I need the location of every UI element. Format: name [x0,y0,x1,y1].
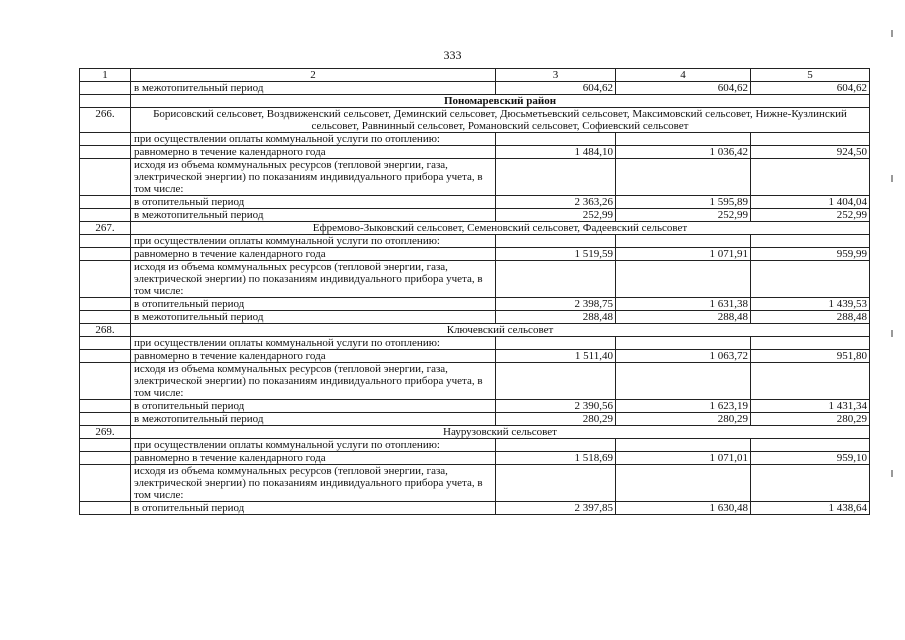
table-row [80,196,870,209]
row-number-cell [80,133,131,146]
value-cell: 252,99 [496,209,616,222]
row-label: при осуществлении оплаты коммунальной услуги по отоплению: [131,439,496,452]
value-cell: 959,99 [751,248,870,261]
value-cell: 2 390,56 [496,400,616,413]
value-cell: 604,62 [616,82,751,95]
row-number-cell [80,248,131,261]
table-row [80,298,870,311]
column-number: 2 [131,69,496,82]
row-label: равномерно в течение календарного года [131,146,496,159]
block-title-row [80,222,870,235]
value-cell: 959,10 [751,452,870,465]
value-cell: 280,29 [496,413,616,426]
row-number: 269. [80,426,131,439]
row-label: в межотопительный период [131,311,496,324]
row-label: в отопительный период [131,298,496,311]
settlements-title: Наурузовский сельсовет [131,426,870,439]
row-label: в межотопительный период [131,413,496,426]
row-number-cell [80,298,131,311]
value-cell: 1 404,04 [751,196,870,209]
row-number-cell [80,363,131,400]
value-cell [616,235,751,248]
row-label: равномерно в течение календарного года [131,350,496,363]
table-row [80,146,870,159]
row-label: при осуществлении оплаты коммунальной услуги по отоплению: [131,235,496,248]
value-cell [751,235,870,248]
value-cell: 924,50 [751,146,870,159]
value-cell: 252,99 [751,209,870,222]
row-label: в межотопительный период [131,209,496,222]
row-number-cell [80,209,131,222]
value-cell: 280,29 [616,413,751,426]
value-cell [751,465,870,502]
row-label: при осуществлении оплаты коммунальной услуги по отоплению: [131,337,496,350]
row-number-cell [80,146,131,159]
value-cell [751,261,870,298]
value-cell [496,133,616,146]
district-title: Пономаревский район [131,95,870,108]
value-cell [751,337,870,350]
value-cell [496,159,616,196]
table-row [80,159,870,196]
value-cell [496,235,616,248]
value-cell: 288,48 [751,311,870,324]
settlements-title: Ключевский сельсовет [131,324,870,337]
row-number-cell [80,196,131,209]
value-cell [616,465,751,502]
table-row [80,133,870,146]
value-cell [751,439,870,452]
block-title-row [80,108,870,133]
value-cell [496,261,616,298]
value-cell: 1 519,59 [496,248,616,261]
value-cell [496,337,616,350]
row-number-cell [80,502,131,515]
value-cell: 252,99 [616,209,751,222]
value-cell: 1 511,40 [496,350,616,363]
row-label: в отопительный период [131,196,496,209]
table-row [80,235,870,248]
value-cell [751,159,870,196]
table-row [80,350,870,363]
row-number-cell [80,261,131,298]
row-number: 266. [80,108,131,133]
value-cell [751,133,870,146]
row-number-cell [80,235,131,248]
table-row [80,209,870,222]
value-cell [616,133,751,146]
value-cell: 1 431,34 [751,400,870,413]
column-number: 4 [616,69,751,82]
page-number: 333 [443,48,462,62]
table-row [80,248,870,261]
value-cell: 1 439,53 [751,298,870,311]
row-label: равномерно в течение календарного года [131,248,496,261]
district-row [80,95,870,108]
value-cell [616,439,751,452]
value-cell: 1 071,91 [616,248,751,261]
value-cell: 288,48 [616,311,751,324]
row-number-cell [80,82,131,95]
row-number-cell [80,452,131,465]
value-cell: 1 063,72 [616,350,751,363]
value-cell: 1 438,64 [751,502,870,515]
table-row [80,261,870,298]
row-number-cell [80,413,131,426]
row-number-cell [80,337,131,350]
table-row [80,337,870,350]
value-cell: 1 630,48 [616,502,751,515]
tariff-table [79,68,870,515]
row-label: исходя из объема коммунальных ресурсов (тепловой энергии, газа, электрической энергии) по показаниям индивидуального прибора учета, в том числе: [131,159,496,196]
scan-edge-mark [891,175,893,182]
value-cell: 951,80 [751,350,870,363]
value-cell: 604,62 [751,82,870,95]
value-cell [496,465,616,502]
value-cell [751,363,870,400]
value-cell [616,363,751,400]
row-label: в отопительный период [131,400,496,413]
table-row [80,452,870,465]
column-number: 1 [80,69,131,82]
row-label: исходя из объема коммунальных ресурсов (тепловой энергии, газа, электрической энергии) по показаниям индивидуального прибора учета, в том числе: [131,363,496,400]
table-row [80,400,870,413]
row-label: при осуществлении оплаты коммунальной услуги по отоплению: [131,133,496,146]
table-row [80,82,870,95]
row-label: исходя из объема коммунальных ресурсов (тепловой энергии, газа, электрической энергии) по показаниям индивидуального прибора учета, в том числе: [131,261,496,298]
value-cell: 1 595,89 [616,196,751,209]
scan-edge-mark [891,30,893,37]
value-cell [616,159,751,196]
table-row [80,413,870,426]
table-row [80,363,870,400]
value-cell: 1 484,10 [496,146,616,159]
block-title-row [80,426,870,439]
value-cell: 280,29 [751,413,870,426]
row-number-cell [80,439,131,452]
value-cell [616,261,751,298]
table-row [80,465,870,502]
value-cell: 2 363,26 [496,196,616,209]
settlements-title: Ефремово-Зыковский сельсовет, Семеновский сельсовет, Фадеевский сельсовет [131,222,870,235]
row-label: в межотопительный период [131,82,496,95]
row-number-cell [80,159,131,196]
table-row [80,502,870,515]
value-cell [616,337,751,350]
table-row [80,311,870,324]
row-number-cell [80,95,131,108]
value-cell: 2 397,85 [496,502,616,515]
value-cell: 2 398,75 [496,298,616,311]
row-label: в отопительный период [131,502,496,515]
value-cell: 604,62 [496,82,616,95]
value-cell [496,363,616,400]
value-cell: 1 518,69 [496,452,616,465]
row-number: 268. [80,324,131,337]
value-cell [496,439,616,452]
row-number-cell [80,350,131,363]
value-cell: 1 071,01 [616,452,751,465]
value-cell: 288,48 [496,311,616,324]
column-number-row [80,69,870,82]
table-row [80,439,870,452]
row-label: исходя из объема коммунальных ресурсов (тепловой энергии, газа, электрической энергии) по показаниям индивидуального прибора учета, в том числе: [131,465,496,502]
row-label: равномерно в течение календарного года [131,452,496,465]
block-title-row [80,324,870,337]
column-number: 3 [496,69,616,82]
row-number-cell [80,311,131,324]
row-number: 267. [80,222,131,235]
settlements-title: Борисовский сельсовет, Воздвиженский сельсовет, Деминский сельсовет, Дюсьметьевский сельсовет, Максимовский сельсовет, Нижне-Кузлинский сельсовет, Равнинный сельсовет, Романовский сельсовет, Софиевский сельсовет [131,108,870,133]
value-cell: 1 623,19 [616,400,751,413]
column-number: 5 [751,69,870,82]
scan-edge-mark [891,330,893,337]
value-cell: 1 631,38 [616,298,751,311]
row-number-cell [80,400,131,413]
value-cell: 1 036,42 [616,146,751,159]
scan-edge-mark [891,470,893,477]
row-number-cell [80,465,131,502]
